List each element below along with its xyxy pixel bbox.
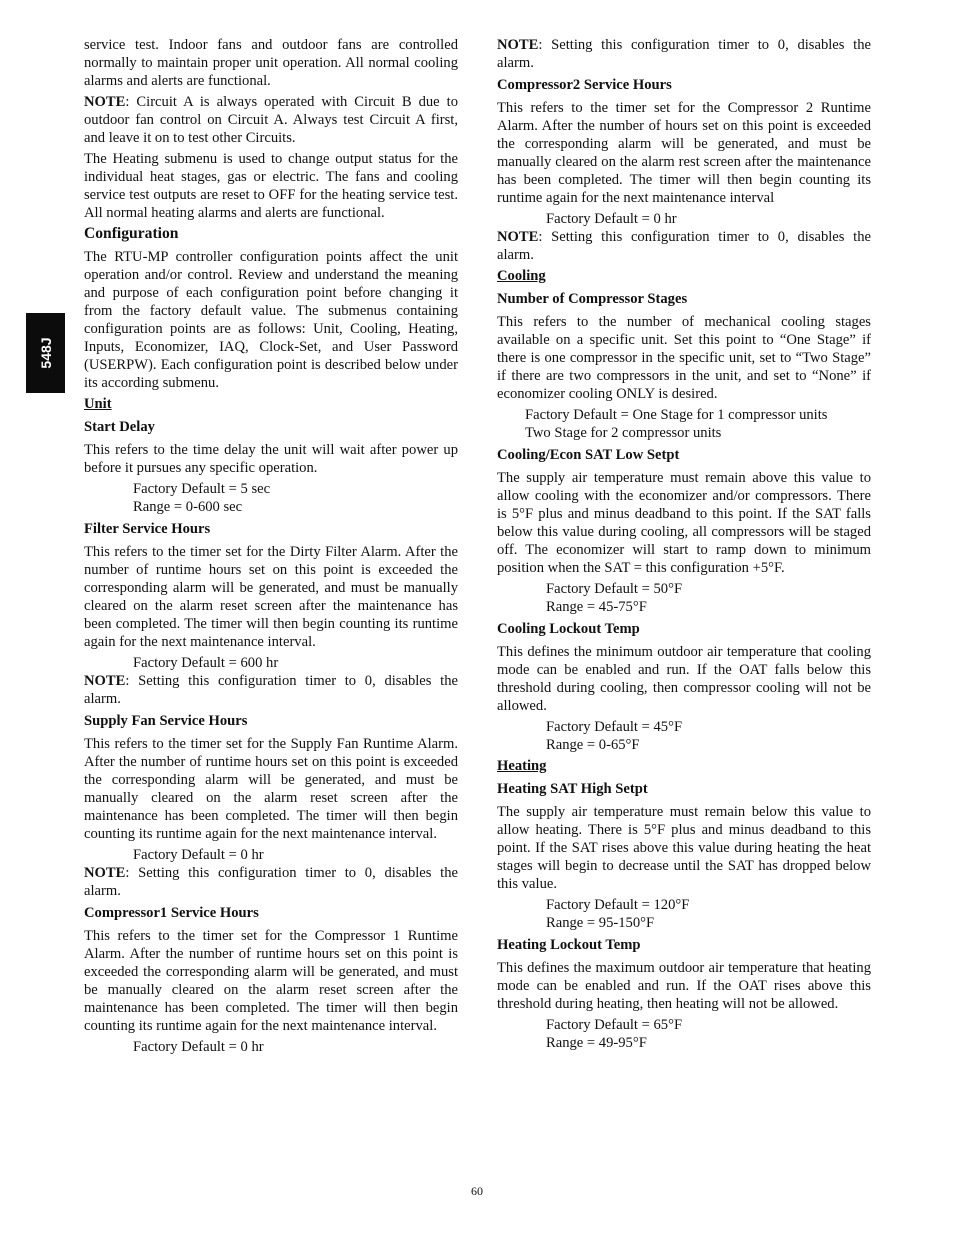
heading-cooling-lockout: Cooling Lockout Temp bbox=[497, 621, 640, 637]
page-number: 60 bbox=[471, 1184, 483, 1198]
default-start-delay: Factory Default = 5 sec bbox=[133, 481, 271, 497]
default-supply-fan-hours: Factory Default = 0 hr bbox=[133, 847, 264, 863]
heading-configuration: Configuration bbox=[84, 225, 179, 242]
default-sat-high: Factory Default = 120°F bbox=[546, 897, 690, 913]
paragraph-supply-fan-hours: This refers to the timer set for the Supply Fan Runtime Alarm. After the number of runtime hours set on this point is exceeded the corresponding alarm will be generated, and must be manually cleared on the alarm reset screen after the maintenance has been completed. The timer will then begin counting its runtime again for the next maintenance interval. bbox=[84, 736, 458, 842]
note-text: : Circuit A is always operated with Circuit B due to outdoor fan control on Circuit A. Always test Circuit A first, and leave it on to test other Circuits. bbox=[84, 94, 458, 146]
side-tab-label: 548J bbox=[37, 337, 54, 369]
paragraph-service-test: service test. Indoor fans and outdoor fans are controlled normally to maintain proper unit operation. All normal cooling alarms and alerts are functional. bbox=[84, 37, 458, 89]
paragraph-heating-lockout: This defines the maximum outdoor air temperature that heating mode can be enabled and run. If the OAT rises above this threshold during heating, then heating will not be allowed. bbox=[497, 960, 871, 1012]
note-label: NOTE bbox=[497, 229, 539, 245]
range-sat-low: Range = 45-75°F bbox=[546, 599, 647, 615]
paragraph-heating-submenu: The Heating submenu is used to change output status for the individual heat stages, gas or electric. The fans and cooling service test outputs are reset to OFF for the heating service test. All normal heating alarms and alerts are functional. bbox=[84, 151, 458, 221]
range-heating-lockout: Range = 49-95°F bbox=[546, 1035, 647, 1051]
note-filter-hours bbox=[84, 672, 458, 708]
range-sat-high: Range = 95-150°F bbox=[546, 915, 655, 931]
default-comp1-hours: Factory Default = 0 hr bbox=[133, 1039, 264, 1055]
note-label: NOTE bbox=[84, 94, 126, 110]
note-text: : Setting this configuration timer to 0, disables the alarm. bbox=[497, 229, 871, 263]
default-compressor-stages-two: Two Stage for 2 compressor units bbox=[525, 425, 722, 441]
paragraph-comp1-hours: This refers to the timer set for the Compressor 1 Runtime Alarm. After the number of runtime hours set on this point is exceeded the corresponding alarm will be generated, and must be manually cleared on the alarm reset screen after the maintenance has been completed. The timer will then begin counting its runtime again for the next maintenance interval. bbox=[84, 928, 458, 1034]
range-start-delay: Range = 0-600 sec bbox=[133, 499, 243, 515]
paragraph-cooling-lockout: This defines the minimum outdoor air temperature that cooling mode can be enabled and run. If the OAT falls below this threshold during cooling, then compressor cooling will not be allowed. bbox=[497, 644, 871, 714]
note-text: : Setting this configuration timer to 0, disables the alarm. bbox=[497, 37, 871, 71]
note-circuit bbox=[84, 93, 458, 147]
heading-filter-hours: Filter Service Hours bbox=[84, 521, 211, 537]
default-filter-hours: Factory Default = 600 hr bbox=[133, 655, 279, 671]
heading-comp1-hours: Compressor1 Service Hours bbox=[84, 905, 259, 921]
heading-unit: Unit bbox=[84, 396, 112, 412]
note-supply-fan-hours bbox=[84, 864, 458, 900]
default-sat-low: Factory Default = 50°F bbox=[546, 581, 683, 597]
heading-start-delay: Start Delay bbox=[84, 419, 155, 435]
note-text: : Setting this configuration timer to 0, disables the alarm. bbox=[84, 673, 458, 707]
left-column bbox=[84, 36, 458, 1056]
heading-comp2-hours: Compressor2 Service Hours bbox=[497, 77, 672, 93]
note-comp2-hours bbox=[497, 228, 871, 264]
heading-sat-high: Heating SAT High Setpt bbox=[497, 781, 648, 797]
note-label: NOTE bbox=[84, 673, 126, 689]
side-tab-model bbox=[26, 313, 65, 393]
default-comp2-hours: Factory Default = 0 hr bbox=[546, 211, 677, 227]
range-cooling-lockout: Range = 0-65°F bbox=[546, 737, 640, 753]
paragraph-compressor-stages: This refers to the number of mechanical cooling stages available on a specific unit. Set this point to “One Stage” if there is one compressor in the specific unit, set to “Two Stage” if there are two compressors in the unit, and set to “None” if economizer cooling ONLY is desired. bbox=[497, 314, 871, 402]
paragraph-configuration: The RTU-MP controller configuration points affect the unit operation and/or control. Review and understand the meaning and purpose of each configuration point before changing it from the factory default value. The submenus containing configuration points are as follows: Unit, Cooling, Heating, Inputs, Economizer, IAQ, Clock-Set, and User Password (USERPW). Each configuration point is described below under its according submenu. bbox=[84, 249, 458, 391]
heading-compressor-stages: Number of Compressor Stages bbox=[497, 291, 688, 307]
paragraph-sat-high: The supply air temperature must remain below this value to allow heating. There is 5°F plus and minus deadband to this point. If the SAT rises above this value during heating the heat stages will begin to decrease until the SAT has dropped below this value. bbox=[497, 804, 871, 892]
note-label: NOTE bbox=[497, 37, 539, 53]
note-text: : Setting this configuration timer to 0, disables the alarm. bbox=[84, 865, 458, 899]
default-heating-lockout: Factory Default = 65°F bbox=[546, 1017, 683, 1033]
heading-supply-fan-hours: Supply Fan Service Hours bbox=[84, 713, 248, 729]
paragraph-filter-hours: This refers to the timer set for the Dirty Filter Alarm. After the number of runtime hours set on this point is exceeded the corresponding alarm will be generated, and must be manually cleared on the alarm reset screen after the maintenance has been completed. The timer will then begin counting its runtime again for the next maintenance interval. bbox=[84, 544, 458, 650]
heading-heating-lockout: Heating Lockout Temp bbox=[497, 937, 641, 953]
heading-heating: Heating bbox=[497, 758, 547, 774]
note-comp1 bbox=[497, 36, 871, 72]
right-column bbox=[497, 36, 871, 1052]
paragraph-start-delay: This refers to the time delay the unit will wait after power up before it pursues any specific operation. bbox=[84, 442, 458, 476]
heading-cooling: Cooling bbox=[497, 268, 546, 284]
paragraph-comp2-hours: This refers to the timer set for the Compressor 2 Runtime Alarm. After the number of hours set on this point is exceeded the corresponding alarm will be generated, and must be manually cleared on the alarm rest screen after the maintenance has been completed. The timer will then begin counting its runtime again for the next maintenance interval bbox=[497, 100, 871, 206]
heading-sat-low: Cooling/Econ SAT Low Setpt bbox=[497, 447, 680, 463]
default-cooling-lockout: Factory Default = 45°F bbox=[546, 719, 683, 735]
default-compressor-stages: Factory Default = One Stage for 1 compressor units bbox=[525, 407, 828, 423]
note-label: NOTE bbox=[84, 865, 126, 881]
paragraph-sat-low: The supply air temperature must remain above this value to allow cooling with the economizer and/or compressors. There is 5°F plus and minus deadband to this point. If the SAT falls below this value during cooling, all compressors will be staged off. The economizer will start to ramp down to minimum position when the SAT = this configuration +5°F. bbox=[497, 470, 871, 576]
